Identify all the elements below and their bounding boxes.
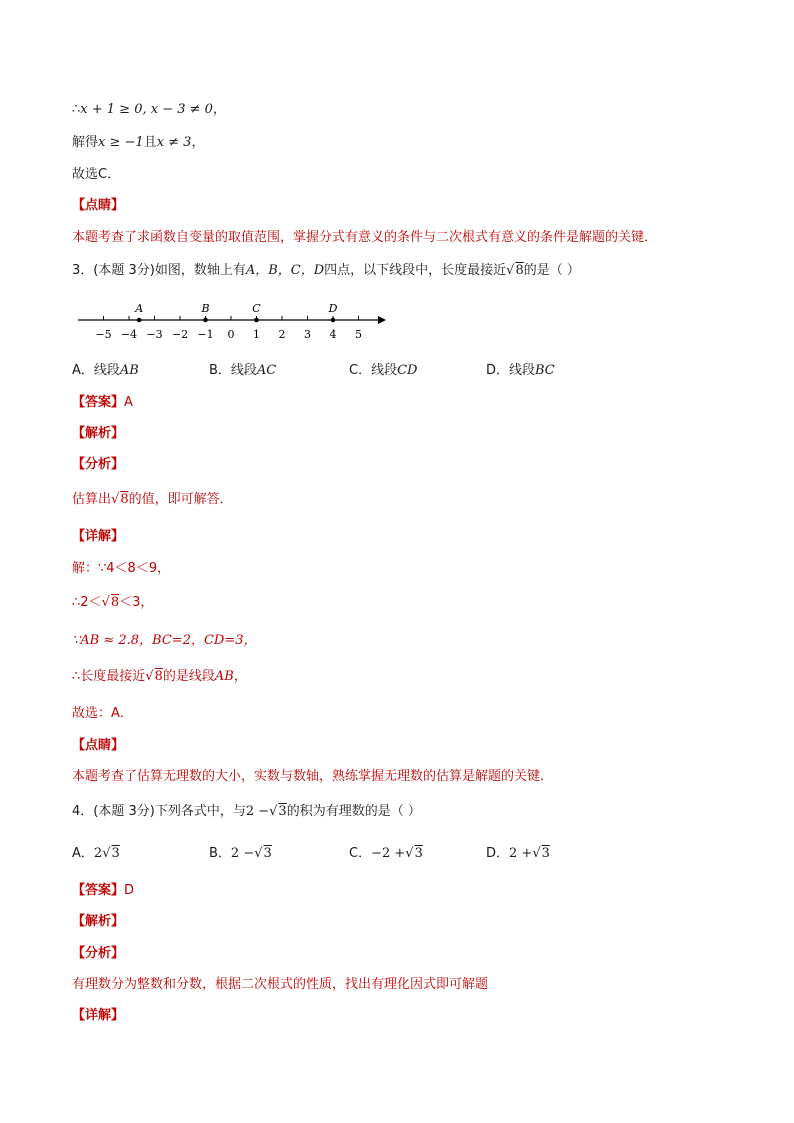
point-c-label: C (252, 302, 261, 315)
radicand: 8 (515, 263, 524, 278)
punct: ， (212, 102, 226, 117)
analysis-text-q3 (72, 491, 233, 509)
text-part: ∴长度最接近 (72, 669, 146, 684)
option-d (486, 845, 550, 863)
axis-tick-label: 4 (329, 328, 337, 341)
sqrt-3: √3 (102, 846, 120, 861)
therefore-symbol: ∴ (72, 102, 81, 117)
punct: ， (191, 135, 205, 150)
question-3-stem (72, 262, 580, 280)
radicand: 3 (414, 846, 423, 861)
point-a-dot (137, 318, 142, 323)
option-pre: 2 + (509, 846, 533, 861)
xiangjie-heading: 【详解】 (72, 1008, 125, 1023)
dianjing-heading: 【点睛】 (72, 198, 125, 213)
result-prefix: 解得 (72, 135, 99, 150)
q3-stem-part: 3．(本题 3分)如图，数轴上有 (72, 263, 246, 278)
option-pre: 2 − (230, 846, 255, 861)
jiexi-heading: 【解析】 (72, 426, 125, 441)
solution-line-result (72, 134, 204, 152)
sqrt-8: √8 (101, 595, 120, 610)
fenxi-heading: 【分析】 (72, 457, 125, 472)
option-a (72, 362, 139, 380)
radicand: 8 (154, 669, 163, 684)
option-key: A．线段 (72, 363, 120, 378)
axis-tick-label: 3 (304, 328, 311, 341)
point-b-dot (203, 318, 208, 323)
option-value: BC (535, 363, 555, 378)
option-d (486, 362, 555, 380)
q4-expr: 2 − (245, 804, 270, 819)
axis-arrow (378, 316, 386, 324)
option-key: A． (72, 846, 94, 861)
segment-name: AB (214, 669, 234, 684)
detail-line-1: 解：∵4＜8＜9， (72, 561, 171, 576)
q3-stem-part: 的是（ ） (523, 263, 580, 278)
text-part: ， (233, 669, 247, 684)
text-part: ＜3， (119, 595, 154, 610)
sqrt-8: √8 (145, 669, 163, 684)
option-value: CD (397, 363, 418, 378)
axis-tick-label: 5 (355, 328, 362, 341)
axis-tick-label: 2 (278, 328, 286, 341)
answer-value: A (124, 395, 133, 410)
option-a (72, 845, 120, 863)
radicand: 8 (120, 492, 129, 507)
option-pre: −2 + (371, 846, 406, 861)
summary-q3: 本题考查了估算无理数的大小，实数与数轴，熟练掌握无理数的估算是解题的关键． (72, 769, 554, 784)
option-pre: 2 (93, 846, 103, 861)
radicand: 3 (278, 804, 287, 819)
option-c (349, 845, 423, 863)
sqrt-3: √3 (254, 846, 272, 861)
answer-heading: 【答案】 (72, 395, 125, 410)
axis-tick-label: −5 (95, 328, 112, 341)
result-expr-2: x ≠ 3 (156, 135, 192, 150)
xiangjie-heading: 【详解】 (72, 529, 125, 544)
answer-line-q4 (72, 882, 134, 900)
text-part: ∴2＜ (72, 595, 102, 610)
axis-tick-label: −1 (197, 328, 214, 341)
number-line-figure (72, 294, 392, 346)
option-b (209, 362, 276, 380)
option-value: AB (119, 363, 139, 378)
text-part: 的值，即可解答． (128, 492, 233, 507)
q3-stem-part: 四点，以下线段中，长度最接近 (324, 263, 507, 278)
radicand: 3 (263, 846, 272, 861)
option-c (349, 362, 417, 380)
radicand: 8 (110, 595, 120, 610)
detail-line-5: 故选：A． (72, 706, 133, 721)
point-c-dot (254, 318, 259, 323)
sqrt-3: √3 (405, 846, 423, 861)
sqrt-8: √8 (506, 263, 524, 278)
answer-heading: 【答案】 (72, 883, 125, 898)
axis-tick-label: −4 (120, 328, 138, 341)
fenxi-heading: 【分析】 (72, 946, 125, 961)
point-a-label: A (135, 302, 144, 315)
option-value: AC (256, 363, 277, 378)
answer-line-q3 (72, 394, 133, 412)
jiexi-heading: 【解析】 (72, 914, 125, 929)
q3-stem-points: A，B，C，D (245, 263, 325, 278)
axis-tick-label: −2 (171, 328, 189, 341)
analysis-text-q4: 有理数分为整数和分数，根据二次根式的性质，找出有理化因式即可解题 (72, 977, 489, 992)
q4-stem-part: 4．(本题 3分)下列各式中，与 (72, 804, 246, 819)
axis-tick-label: −3 (146, 328, 163, 341)
sqrt-3: √3 (269, 804, 287, 819)
radicand: 3 (541, 846, 550, 861)
detail-line-2 (72, 594, 153, 612)
solution-line-conditions (72, 101, 226, 119)
result-expr-1: x ≥ −1 (98, 135, 144, 150)
point-d-label: D (328, 302, 338, 315)
sqrt-8: √8 (111, 492, 129, 507)
dianjing-heading-q3: 【点睛】 (72, 738, 125, 753)
text-part: 估算出 (72, 492, 112, 507)
detail-line-4 (72, 668, 247, 686)
q4-stem-part: 的积为有理数的是（ ） (286, 804, 421, 819)
option-key: C． (349, 846, 372, 861)
axis-tick-label: 1 (253, 328, 260, 341)
detail-line-3: ∵AB ≈ 2.8，BC=2，CD=3， (72, 633, 257, 648)
sqrt-3: √3 (532, 846, 550, 861)
result-mid: 且 (143, 135, 157, 150)
option-key: C．线段 (349, 363, 398, 378)
text-part: 的是线段 (162, 669, 215, 684)
point-d-dot (331, 318, 336, 323)
choice-line: 故选C． (72, 167, 121, 182)
option-key: B． (209, 846, 231, 861)
condition-expression: x + 1 ≥ 0, x − 3 ≠ 0 (80, 102, 213, 117)
option-b (209, 845, 272, 863)
dianjing-text: 本题考查了求函数自变量的取值范围，掌握分式有意义的条件与二次根式有意义的条件是解题的关键． (72, 230, 658, 245)
answer-value: D (124, 883, 135, 898)
option-key: D． (486, 846, 510, 861)
option-key: B．线段 (209, 363, 257, 378)
option-key: D．线段 (486, 363, 536, 378)
axis-tick-label: 0 (227, 328, 235, 341)
radicand: 3 (111, 846, 120, 861)
point-b-label: B (201, 302, 210, 315)
question-4-stem (72, 803, 421, 821)
